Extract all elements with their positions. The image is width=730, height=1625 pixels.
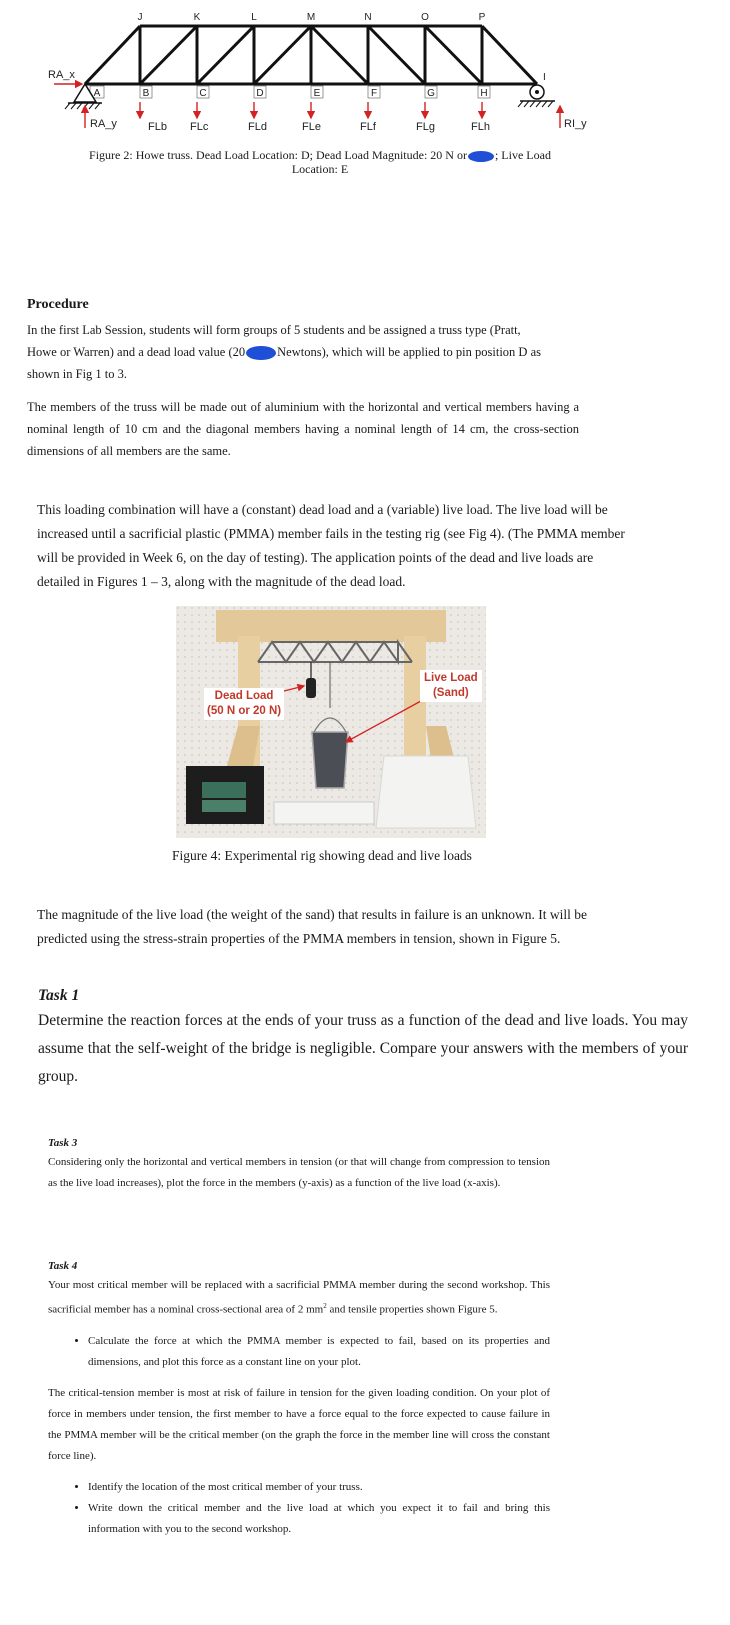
redaction-blot-icon: [246, 346, 276, 360]
node-label-o: O: [421, 12, 429, 23]
node-label-k: K: [193, 12, 201, 23]
procedure-heading: Procedure: [27, 297, 89, 312]
task-4-section: [48, 1260, 550, 1540]
rig-illustration: [176, 606, 486, 838]
dead-load-label: Dead Load (50 N or 20 N): [204, 688, 284, 720]
procedure-section: [27, 297, 579, 462]
node-label-l: L: [251, 12, 257, 23]
force-label-flc: FLc: [190, 121, 209, 133]
node-label-h: H: [480, 88, 488, 99]
reaction-label-ri-y: RI_y: [564, 118, 587, 130]
force-label-fld: FLd: [248, 121, 267, 133]
loading-paragraph: This loading combination will have a (constant) dead load and a (variable) live load. The live load will be increased until a sacrificial plastic (PMMA) member fails in the testing rig (see Fig 4). (The PMMA member will be provided in Week 6, on the day of testing). The application points of the dead and live loads are detailed in Figures 1 – 3, along with the magnitude of the dead load.: [37, 502, 625, 589]
task-4-paragraph: The critical-tension member is most at risk of failure in tension for the given loading condition. On your plot of force in members under tension, the first member to have a force equal to the force expected to cause failure in the PMMA member will be the critical member (on the graph the force in the member line will cross the constant force line).: [48, 1386, 550, 1462]
node-label-c: C: [199, 88, 207, 99]
force-label-flb: FLb: [148, 121, 167, 133]
node-label-b: B: [142, 88, 150, 99]
figure-2-caption-a: Figure 2: Howe truss. Dead Load Location: D; Dead Load Magnitude: 20 N or: [89, 148, 467, 162]
task-4-title: Task 4: [48, 1260, 78, 1272]
reaction-label-ra-y: RA_y: [90, 118, 117, 130]
redaction-blot-icon: [468, 151, 494, 162]
node-label-p: P: [478, 12, 486, 23]
node-label-i: I: [543, 72, 546, 83]
node-label-m: M: [306, 12, 316, 23]
task-1-section: [38, 987, 688, 1091]
experimental-rig-photo: [176, 606, 486, 838]
verticals: [140, 26, 482, 84]
task-3-title: Task 3: [48, 1137, 78, 1149]
roller-support-right-icon: [518, 85, 555, 107]
node-label-e: E: [313, 88, 321, 99]
truss-svg: [40, 8, 620, 133]
task-1-title: Task 1: [38, 987, 80, 1004]
procedure-paragraph-2: The members of the truss will be made out of aluminium with the horizontal and vertical members having a nominal length of 10 cm and the diagonal members having a nominal length of 14 cm, the cross-section dimensions of all members are the same.: [27, 400, 579, 458]
node-label-a: A: [93, 88, 101, 99]
force-label-flg: FLg: [416, 121, 435, 133]
figure-2-caption-line2: Location: E: [291, 162, 349, 176]
end-diagonal-left: [85, 26, 140, 84]
force-label-flf: FLf: [360, 121, 376, 133]
force-label-fle: FLe: [302, 121, 321, 133]
node-label-f: F: [370, 88, 378, 99]
task-4-text: Your most critical member will be replaced with a sacrificial PMMA member during the second workshop. This sacrificial member has a nominal cross-sectional area of 2 $mm^2$ and tensile properties shown Figure 5.: [48, 1279, 550, 1316]
node-label-n: N: [364, 12, 372, 23]
node-label-d: D: [256, 88, 264, 99]
figure-4-caption: Figure 4: Experimental rig showing dead and live loads: [172, 848, 472, 863]
howe-truss-diagram: [40, 8, 620, 133]
task-4-list-1: [48, 1331, 550, 1373]
node-label-j: J: [137, 12, 143, 23]
task-3-section: [48, 1137, 550, 1194]
node-label-g: G: [427, 88, 435, 99]
magnitude-paragraph: The magnitude of the live load (the weight of the sand) that results in failure is an unknown. It will be predicted using the stress-strain properties of the PMMA members in tension, shown in Figure 5.: [37, 907, 587, 946]
figure-2-caption-b: ; Live Load: [494, 148, 551, 162]
procedure-paragraph-1: In the first Lab Session, students will form groups of 5 students and be assigned a truss type (Pratt, Howe or Warren) and a dead load value (20 Newtons), which will be applied to pin position D as shown in Fig 1 to 3.: [27, 323, 541, 381]
task-4-bullet-1: • Calculate the force at which the PMMA member is expected to fail, based on its properties and dimensions, and plot this force as a constant line on your plot.: [88, 1331, 550, 1373]
task-4-list-2: [48, 1477, 550, 1540]
force-label-flh: FLh: [471, 121, 490, 133]
task-4-bullet-3: • Write down the critical member and the live load at which you expect it to fail and bring this information with you to the second workshop.: [88, 1498, 550, 1540]
end-diagonal-right: [482, 26, 537, 84]
reaction-label-ra-x: RA_x: [48, 69, 75, 81]
task-1-text: Determine the reaction forces at the ends of your truss as a function of the dead and live loads. You may assume that the self-weight of the bridge is negligible. Compare your answers with the members of your group.: [38, 1012, 688, 1085]
task-4-bullet-2: • Identify the location of the most critical member of your truss.: [88, 1477, 550, 1498]
figure-2-caption: [40, 148, 600, 176]
task-3-text: Considering only the horizontal and vertical members in tension (or that will change from compression to tension as the live load increases), plot the force in the members (y-axis) as a function of the live load (x-axis).: [48, 1156, 550, 1189]
live-load-label: Live Load (Sand): [420, 670, 482, 702]
load-arrows: [140, 102, 482, 118]
